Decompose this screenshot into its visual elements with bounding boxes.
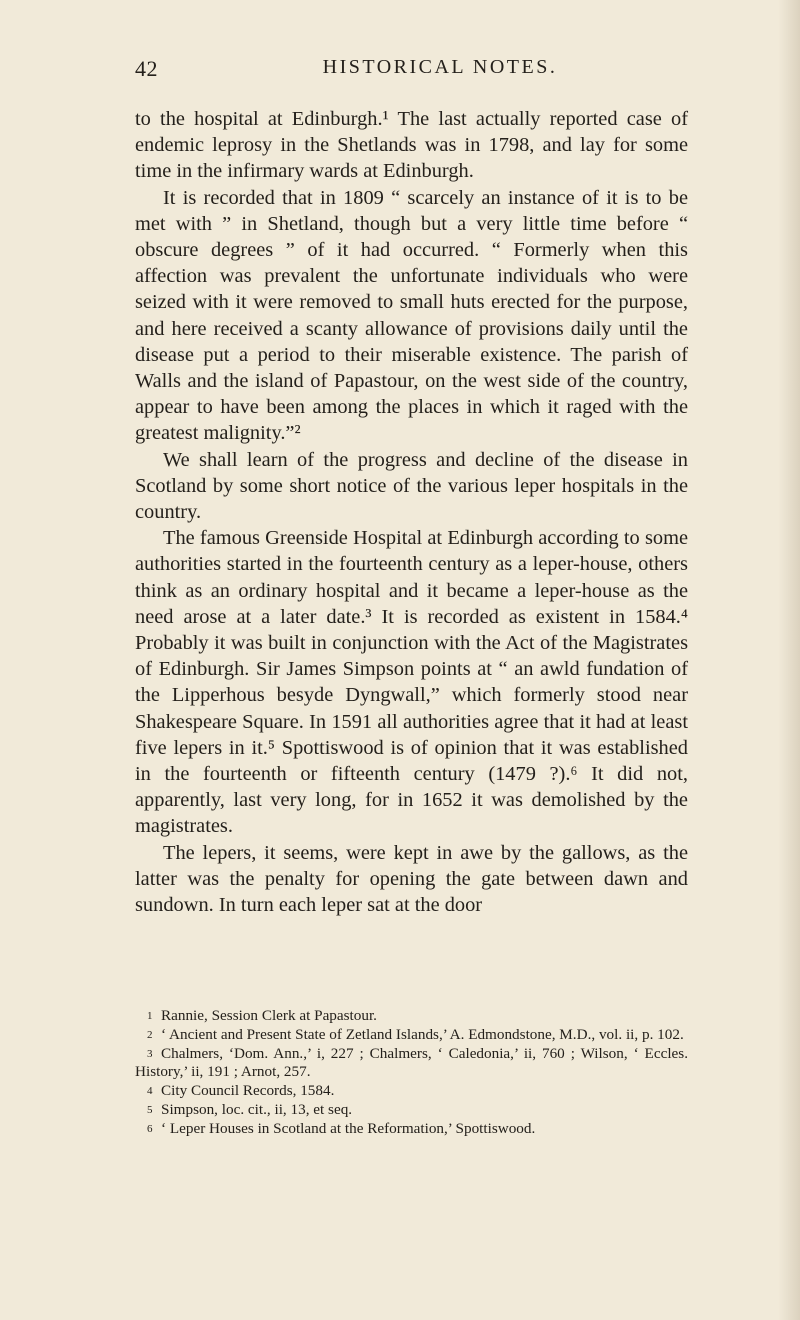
footnote-marker: 4 xyxy=(147,1085,153,1098)
footnote-text: Simpson, loc. cit., ii, 13, et seq. xyxy=(161,1100,353,1118)
footnote-text: Rannie, Session Clerk at Papastour. xyxy=(161,1007,377,1024)
footnote-marker: 5 xyxy=(147,1103,153,1116)
footnote-marker: 2 xyxy=(147,1028,153,1041)
footnote xyxy=(135,1007,688,1026)
footnote-marker: 6 xyxy=(147,1122,153,1135)
footnote xyxy=(135,1026,688,1045)
footnote xyxy=(135,1101,688,1120)
page-edge-shadow xyxy=(778,0,800,1320)
body-text xyxy=(135,106,688,918)
footnote-text: ‘ Ancient and Present State of Zetland Islands,’ A. Edmondstone, M.D., vol. ii, p. 102. xyxy=(161,1025,684,1043)
running-head: HISTORICAL NOTES. xyxy=(322,56,558,78)
page-header xyxy=(135,56,685,86)
footnote-marker: 3 xyxy=(147,1047,153,1060)
footnote-text: Chalmers, ‘Dom. Ann.,’ i, 227 ; Chalmers, ‘ Caledonia,’ ii, 760 ; Wilson, ‘ Eccles. History,’ ii, 191 ; Arnot, 257. xyxy=(135,1044,688,1081)
footnote xyxy=(135,1120,688,1139)
paragraph: We shall learn of the progress and decline of the disease in Scotland by some short notice of the various leper hospitals in the country. xyxy=(135,448,688,524)
paragraph: The famous Greenside Hospital at Edinburgh according to some authorities started in the fourteenth century as a leper-house, others think as an ordinary hospital and it became a leper-house as the need arose at a later date.³ It is recorded as existent in 1584.⁴ Probably it was built in conjunction with the Act of the Magistrates of Edinburgh. Sir James Simpson points at “ an awld fundation of the Lipperhous besyde Dyngwall,” which formerly stood near Shakespeare Square. In 1591 all authorities agree that it had at least five lepers in it.⁵ Spottiswood is of opinion that it was established in the fourteenth or fifteenth century (1479 ?).⁶ It did not, apparently, last very long, for in 1652 it was demolished by the magistrates. xyxy=(135,527,688,838)
paragraph: It is recorded that in 1809 “ scarcely an instance of it is to be met with ” in Shetland, though but a very little time before “ obscure degrees ” of it had occurred. “ Formerly when this affection was prevalent the unfortunate individuals who were seized with it were removed to small huts erected for the purpose, and here received a scanty allowance of provisions daily until the disease put a period to their miserable existence. The parish of Walls and the island of Papastour, on the west side of the country, appear to have been among the places in which it raged with the greatest malignity.”² xyxy=(135,186,688,445)
footnote xyxy=(135,1082,688,1101)
footnote-text: City Council Records, 1584. xyxy=(161,1082,335,1100)
page-number: 42 xyxy=(135,56,158,81)
paragraph: to the hospital at Edinburgh.¹ The last actually reported case of endemic leprosy in the Shetlands was in 1798, and lay for some time in the infirmary wards at Edinburgh. xyxy=(135,108,688,183)
footnote-text: ‘ Leper Houses in Scotland at the Reformation,’ Spottiswood. xyxy=(161,1119,536,1137)
paragraph: The lepers, it seems, were kept in awe by the gallows, as the latter was the penalty for opening the gate between dawn and sundown. In turn each leper sat at the door xyxy=(135,841,688,917)
footnote xyxy=(135,1045,688,1083)
footnotes xyxy=(135,1007,688,1139)
footnote-marker: 1 xyxy=(147,1010,153,1022)
